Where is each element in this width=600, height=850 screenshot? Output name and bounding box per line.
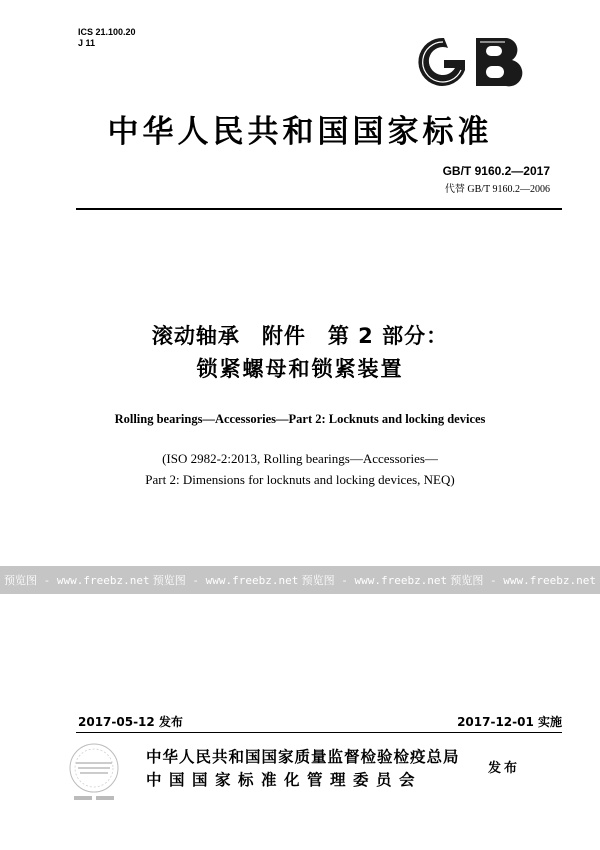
- cn-title-line2: 锁紧螺母和锁紧装置: [196, 357, 404, 381]
- watermark-text: 预览图 - www.freebz.net: [301, 574, 448, 587]
- issue-date: 2017-05-12 发布: [78, 715, 183, 729]
- watermark-text: 预览图 - www.freebz.net: [152, 574, 299, 587]
- iso-reference-line1: (ISO 2982-2:2013, Rolling bearings—Accessories—: [162, 451, 438, 466]
- watermark-text: 预览图 - www.freebz.net: [4, 574, 150, 587]
- issuer-aqsiq: 中华人民共和国国家质量监督检验检疫总局: [146, 748, 460, 766]
- header-divider: [76, 208, 562, 210]
- iso-reference-line2: Part 2: Dimensions for locknuts and locking devices, NEQ): [145, 472, 455, 487]
- publish-label: 发布: [488, 761, 521, 776]
- watermark-banner: [0, 566, 600, 594]
- standard-number: GB/T 9160.2—2017: [442, 164, 550, 178]
- ccs-code: J 11: [78, 38, 96, 48]
- footer-divider: [76, 732, 562, 733]
- watermark-text: 预览图 - www.freebz.net: [450, 574, 596, 587]
- implementation-date: 2017-12-01 实施: [457, 715, 562, 729]
- anti-counterfeit-stamp-icon: [66, 740, 122, 804]
- replaces-standard: 代替 GB/T 9160.2—2006: [444, 184, 550, 195]
- gb-logo-icon: [410, 30, 534, 94]
- page-title: 中华人民共和国国家标准: [107, 114, 493, 150]
- en-title: Rolling bearings—Accessories—Part 2: Locknuts and locking devices: [114, 412, 486, 426]
- cn-title-line1: 滚动轴承 附件 第 2 部分：: [151, 324, 449, 348]
- classification-codes: [78, 27, 136, 49]
- issuer-sac: 中国国家标准化管理委员会: [146, 771, 423, 789]
- ics-code: ICS 21.100.20: [78, 27, 136, 37]
